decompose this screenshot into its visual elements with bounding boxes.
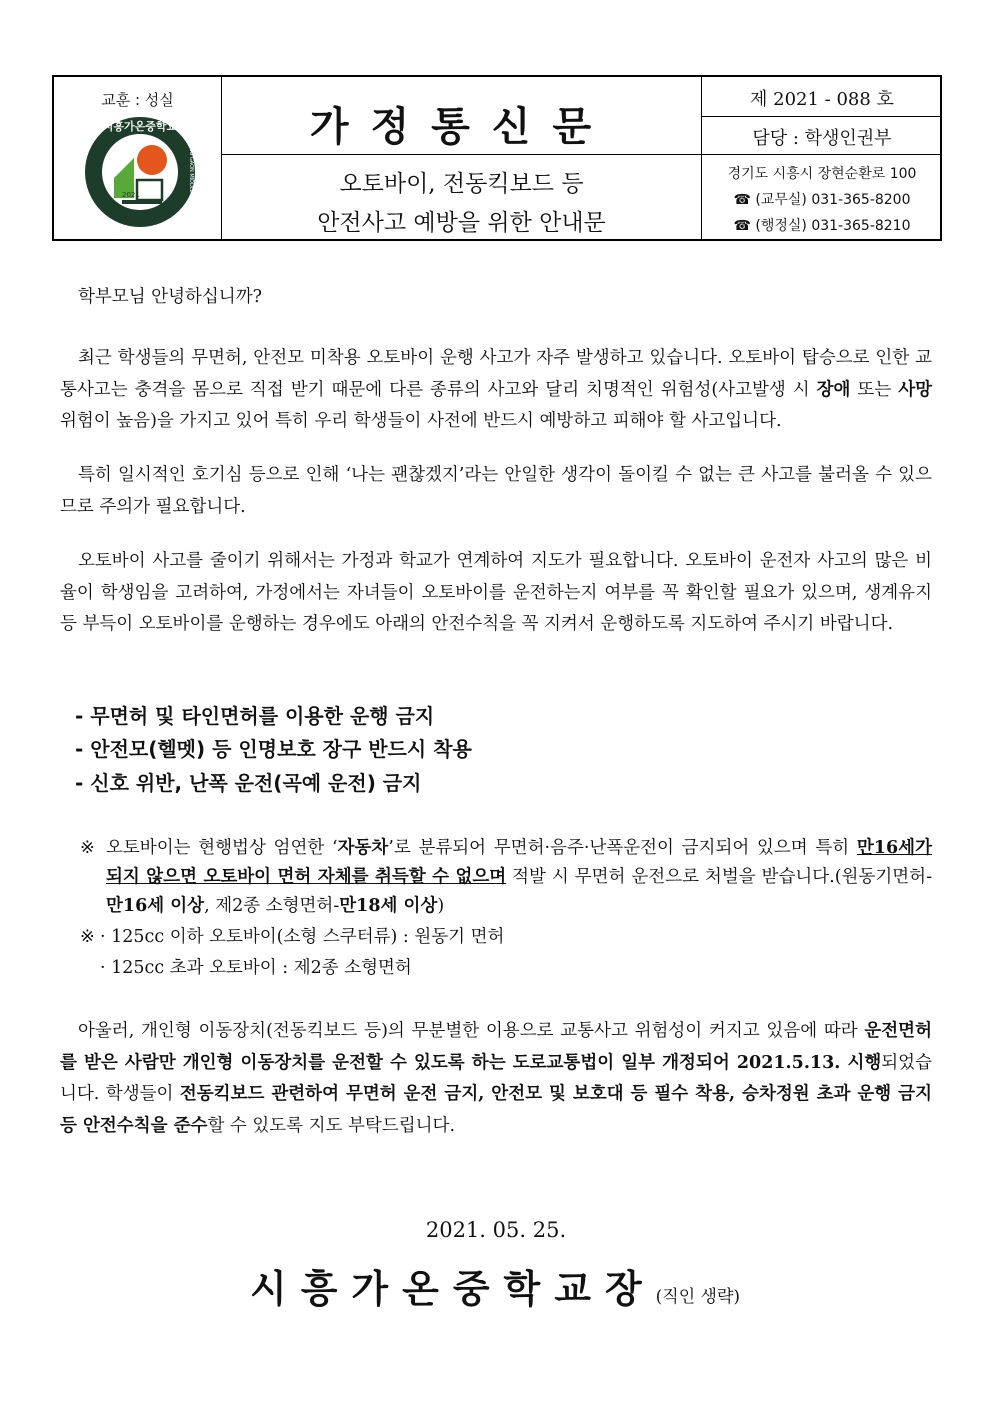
rule-item: - 신호 위반, 난폭 운전(곡예 운전) 금지: [75, 771, 422, 795]
license-125cc-over: · 125cc 초과 오토바이 : 제2종 소형면허: [100, 958, 412, 978]
phone-academic: ☎ (교무실) 031-365-8200: [733, 192, 911, 208]
signature-line: [250, 1258, 740, 1313]
paragraph-2: 특히 일시적인 호기심 등으로 인해 ‘나는 괜찮겠지’라는 안일한 생각이 돌이킬 수 없는 큰 사고를 불러올 수 있으므로 주의가 필요합니다.: [60, 465, 932, 517]
note-mark: ※: [80, 927, 95, 947]
greeting: 학부모님 안녕하십니까?: [78, 287, 262, 307]
school-motto: 교훈 : 성실: [101, 91, 174, 109]
paragraph-4: 아울러, 개인형 이동장치(전동킥보드 등)의 무분별한 이용으로 교통사고 위험성이 커지고 있음에 따라 운전면허를 받은 사람만 개인형 이동장치를 운전할 수 있도록 하는 도로교통법이 일부 개정되어 2021.5.13. 시행되었습니다. 학생들이 전동킥보드 관련하여 무면허 운전 금지, 안전모 및 보호대 등 필수 착용, 승차정원 초과 운행 금지 등 안전수칙을 준수할 수 있도록 지도 부탁드립니다.: [60, 1021, 932, 1136]
school-logo: [82, 114, 198, 230]
principal-title: 시흥가온중학교장: [250, 1266, 656, 1311]
subtitle-line-1: 오토바이, 전동킥보드 등: [339, 171, 584, 197]
phone-admin: ☎ (행정실) 031-365-8210: [733, 218, 911, 234]
note-mark: ※: [80, 838, 95, 858]
divider: [221, 154, 940, 155]
note-1: 오토바이는 현행법상 엄연한 ‘자동차’로 분류되어 무면허·음주·난폭운전이 금지되어 있으며 특히 만16세가 되지 않으면 오토바이 면허 자체를 취득할 수 없으며 적발 시 무면허 운전으로 처벌을 받습니다.(원동기면허-만16세 이상, 제2종 소형면허-만18세 이상): [106, 838, 932, 916]
paragraph-3: 오토바이 사고를 줄이기 위해서는 가정과 학교가 연계하여 지도가 필요합니다. 오토바이 운전자 사고의 많은 비율이 학생임을 고려하여, 가정에서는 자녀들이 오토바이를 운전하는지 여부를 꼭 확인할 필요가 있으며, 생계유지 등 부득이 오토바이를 운행하는 경우에도 아래의 안전수칙을 꼭 지켜서 운행하도록 지도하여 주시기 바랍니다.: [60, 551, 932, 634]
paragraph-1: 최근 학생들의 무면허, 안전모 미착용 오토바이 운행 사고가 자주 발생하고 있습니다. 오토바이 탑승으로 인한 교통사고는 충격을 몸으로 직접 받기 때문에 다른 종류의 사고와 달리 치명적인 위험성(사고발생 시 장애 또는 사망 위험이 높음)을 가지고 있어 특히 우리 학생들이 사전에 반드시 예방하고 피해야 할 사고입니다.: [60, 348, 933, 431]
newsletter-title: 가정통신문: [309, 103, 614, 150]
seal-note: (직인 생략): [655, 1287, 741, 1307]
rule-item: - 무면허 및 타인면허를 이용한 운행 금지: [75, 704, 435, 728]
header-box: [52, 75, 942, 241]
logo-text-english: SIHEUNG GAON MIDDLE SCHOOL: [188, 132, 194, 216]
license-125cc-under: · 125cc 이하 오토바이(소형 스쿠터류) : 원동기 면허: [100, 927, 505, 947]
rule-item: - 안전모(헬멧) 등 인명보호 장구 반드시 착용: [75, 737, 472, 761]
logo-year: 2021: [122, 191, 140, 199]
issue-date: 2021. 05. 25.: [425, 1218, 567, 1242]
subtitle-line-2: 안전사고 예방을 위한 안내문: [317, 210, 606, 236]
divider: [701, 116, 940, 117]
logo-text: 시흥가온중학교: [102, 120, 178, 133]
department: 담당 : 학생인권부: [752, 128, 892, 149]
issue-number: 제 2021 - 088 호: [750, 89, 894, 110]
school-address: 경기도 시흥시 장현순환로 100: [727, 166, 917, 182]
